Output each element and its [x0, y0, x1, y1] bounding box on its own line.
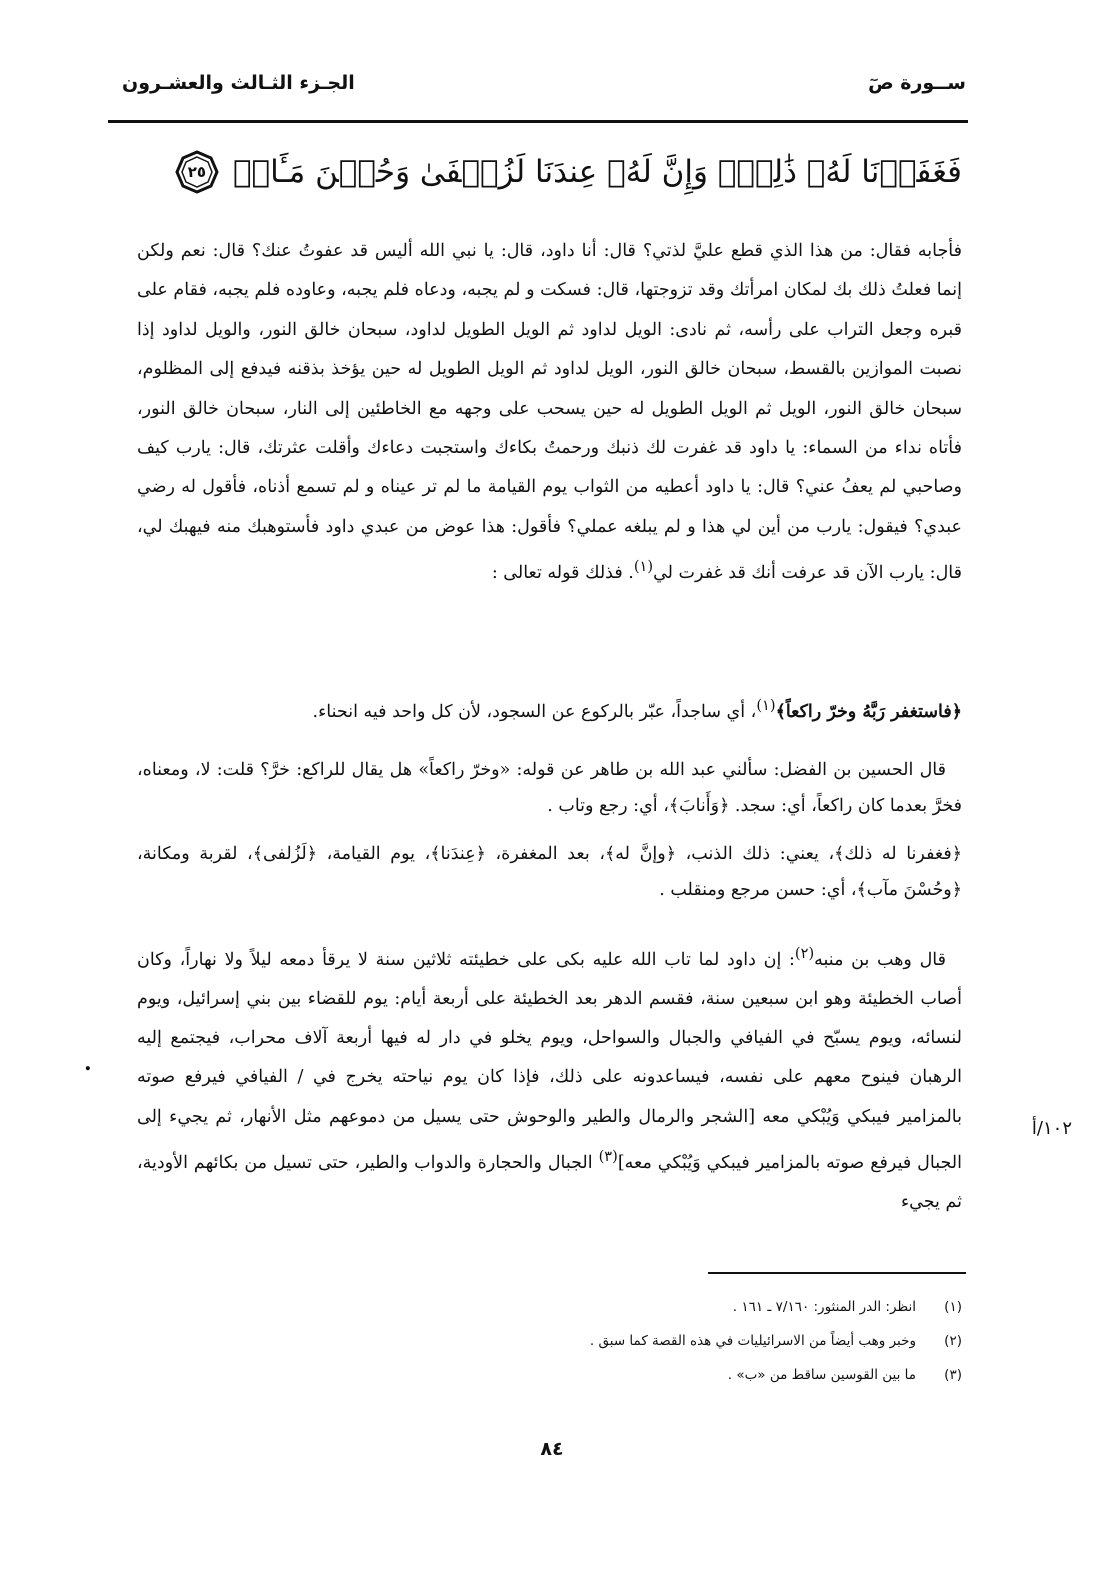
verse-number-marker [175, 150, 219, 194]
paragraph-dawud-story [137, 232, 962, 593]
paragraph-text: قال وهب بن منبه [814, 949, 946, 970]
footnote-item [137, 1290, 962, 1324]
verse-text: فَغَفَرۡنَا لَهُۥ ذَٰلِكَۖ وَإِنَّ لَهُۥ عِندَنَا لَزُلۡفَىٰ وَحُسۡنَ مَـَٔابٖ [232, 154, 962, 190]
header-divider [108, 120, 968, 123]
paragraph-text: الجبال والحجارة والدواب والطير، حتى تسيل من بكائهم الأودية، ثم يجيء [137, 1152, 962, 1212]
paragraph-tafsir [137, 836, 962, 908]
footnote-ref: (٣) [598, 1147, 618, 1165]
footnote-number: (٢) [944, 1333, 962, 1349]
paragraph-wahb [137, 934, 962, 1222]
quran-verse [175, 140, 962, 204]
paragraph-text: . فذلك قوله تعالى : [491, 563, 634, 584]
running-header [108, 72, 966, 104]
paragraph-text: ﴿فغفرنا له ذلك﴾، يعني: ذلك الذنب، ﴿وإنَّ له﴾، بعد المغفرة، ﴿عِندَنا﴾، يوم القيامة، ﴿لَزُلفى﴾، لقربة ومكانة، ﴿وحُسْنَ مآب﴾، أي: حسن مرجع ومنقلب . [137, 844, 962, 900]
paragraph-text: قال الحسين بن الفضل: سألني عبد الله بن طاهر عن قوله: «وخرّ راكعاً» هل يقال للراكع: خرَّ؟ قلت: لا، ومعناه، فخرَّ بعدما كان راكعاً، أي: سجد. ﴿وَأَنابَ﴾، أي: رجع وتاب . [137, 760, 962, 816]
footnote-text: انظر: الدر المنثور: ٧/١٦٠ ـ ١٦١ . [732, 1299, 916, 1315]
juz-title: الجـزء الثـالث والعشـرون [122, 72, 355, 94]
footnote-ref: (١) [633, 558, 654, 576]
footnote-ref: (١) [756, 697, 776, 714]
verse-number: ٢٥ [187, 163, 207, 181]
quranic-quote: ﴿فاستغفر رَبَّهُ وخرّ راكعاً﴾ [775, 701, 962, 722]
footnote-divider [708, 1272, 966, 1274]
page-number: ٨٤ [540, 1438, 564, 1460]
paragraph-text: : إن داود لما تاب الله عليه بكى على خطيئته ثلاثين سنة لا يرقأ دمعه ليلاً ولا نهاراً، وكان أصاب الخطيئة وهو ابن سبعين سنة، فقسم الدهر بعد الخطيئة على أربعة أيام: يوم للقضاء بين بني إسرائيل، ويوم لنسائه، ويوم يسبّح في الفيافي والجبال والسواحل، ويوم يخلو في دار له فيها أربعة آلاف محراب، فيجتمع إليه الرهبان فينوح معهم على نفسه، فيساعدونه على ذلك، فإذا كان يوم نياحته يخرج في / الفيافي فيرفع صوته بالمزامير فيبكي وَيُبْكي معه [الشجر والرمال والطير والوحوش حتى يسيل من دموعهم مثل الأنهار، ثم يجيء إلى الجبال فيرفع صوته بالمزامير فيبكي وَيُبْكي معه] [137, 949, 962, 1173]
paragraph-husayn [137, 752, 962, 824]
footnote-ref: (٢) [794, 945, 815, 962]
footnote-text: ما بين القوسين ساقط من «ب» . [727, 1367, 916, 1383]
footnote-number: (٣) [944, 1367, 962, 1383]
footnote-text: وخبر وهب أيضاً من الاسرائيليات في هذه القصة كما سبق . [589, 1333, 916, 1349]
margin-mark: . [84, 1050, 92, 1076]
surah-title: ســورة صٓ [868, 72, 966, 94]
footnote-item [137, 1324, 962, 1358]
footnotes [137, 1290, 962, 1392]
paragraph-istighfar [137, 688, 962, 730]
paragraph-text: فأجابه فقال: من هذا الذي قطع عليَّ لذتي؟ قال: أنا داود، قال: يا نبي الله أليس قد عفوتُ عنك؟ قال: نعم ولكن إنما فعلتُ ذلك بك لمكان امرأتك وقد تزوجتها، قال: فسكت و لم يجبه، ودعاه فلم يجبه، وعاوده فلم يجبه، فقام على قبره وجعل التراب على رأسه، ثم نادى: الويل لداود ثم الويل الطويل لداود، سبحان خالق النور، والويل لداود إذا نصبت الموازين بالقسط، سبحان خالق النور، الويل لداود ثم الويل الطويل له حين يؤخذ بذقنه فيدفع إلى المظلوم، سبحان خالق النور، الويل ثم الويل الطويل له حين يسحب على وجهه مع الخاطئين إلى النار، سبحان خالق النور، فأتاه نداء من السماء: يا داود قد غفرت لك ذنبك ورحمتُ بكاءك واستجبت دعاءك وأقلت عثرتك، قال: يارب كيف وصاحبي لم يعفُ عني؟ قال: يا داود أعطيه من الثواب يوم القيامة ما لم تر عيناه و لم تسمع أذناه، فأقول له رضي عبدي؟ فيقول: يارب من أين لي هذا و لم يبلغه عملي؟ فأقول: هذا عوض من عبدي داود فأستوهبك منه فيهبك لي، قال: يارب الآن قد عرفت أنك قد غفرت لي [137, 241, 962, 584]
footnote-item [137, 1358, 962, 1392]
footnote-number: (١) [944, 1299, 962, 1315]
manuscript-folio-note: ١٠٢/أ [1031, 1118, 1072, 1139]
paragraph-text: ، أي ساجداً، عبّر بالركوع عن السجود، لأن كل واحد فيه انحناء. [312, 701, 757, 722]
